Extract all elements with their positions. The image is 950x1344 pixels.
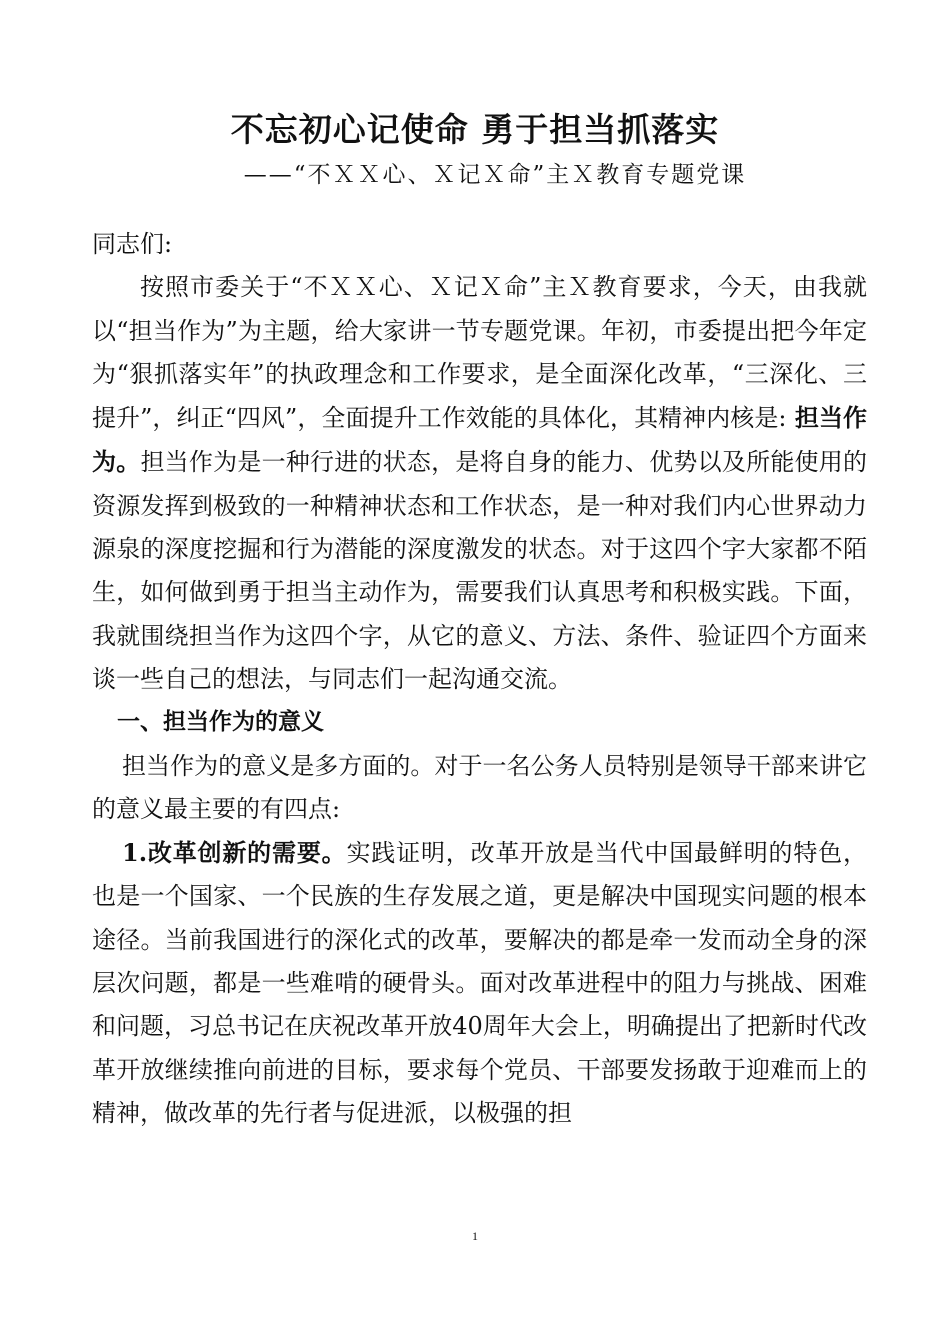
salutation: 同志们: (92, 230, 173, 258)
paragraph-text: 按照市委关于“不ＸＸ心、Ｘ记Ｘ命”主Ｘ教育要求，今天，由我就以“担当作为”为主题，给大家讲一节专题党课。年初，市委提出把今年定为“狠抓落实年”的执政理念和工作要求，是全面深化改革，“三深化、三提升”，纠正“四风”，全面提升工作效能的具体化，其精神内核是: (92, 273, 867, 433)
paragraph-text: 实践证明，改革开放是当代中国最鲜明的特色，也是一个国家、一个民族的生存发展之道，更是解决中国现实问题的根本途径。当前我国进行的深化式的改革，要解决的都是牵一发而动全身的深层次问题，都是一些难啃的硬骨头。面对改革进程中的阻力与挑战、困难和问题，习总书记在庆祝改革开放40周年大会上，明确提出了把新时代改革开放继续推向前进的目标，要求每个党员、干部要发扬敢于迎难而上的精神，做改革的先行者与促进派，以极强的担 (92, 839, 867, 1127)
section-heading: 一、担当作为的意义 (117, 709, 324, 736)
paragraph-point-1 (92, 831, 867, 1135)
point-heading: 1.改革创新的需要。 (122, 838, 347, 868)
emphasis-text: 担当作为。 (92, 403, 867, 477)
page-number: 1 (472, 1229, 478, 1243)
paragraph-intro (92, 266, 867, 701)
document-body (92, 223, 867, 1135)
document-title: 不忘初心记使命 勇于担当抓落实 (230, 110, 720, 149)
paragraph-text: 担当作为是一种行进的状态，是将自身的能力、优势以及所能使用的资源发挥到极致的一种精神状态和工作状态，是一种对我们内心世界动力源泉的深度挖掘和行为潜能的深度激发的状态。对于这四个字大家都不陌生，如何做到勇于担当主动作为，需要我们认真思考和积极实践。下面，我就围绕担当作为这四个字，从它的意义、方法、条件、验证四个方面来谈一些自己的想法，与同志们一起沟通交流。 (92, 448, 867, 693)
paragraph-section-intro: 担当作为的意义是多方面的。对于一名公务人员特别是领导干部来讲它的意义最主要的有四点: (92, 751, 867, 823)
document-subtitle: ——“不ＸＸ心、Ｘ记Ｘ命”主Ｘ教育专题党课 (243, 162, 747, 188)
